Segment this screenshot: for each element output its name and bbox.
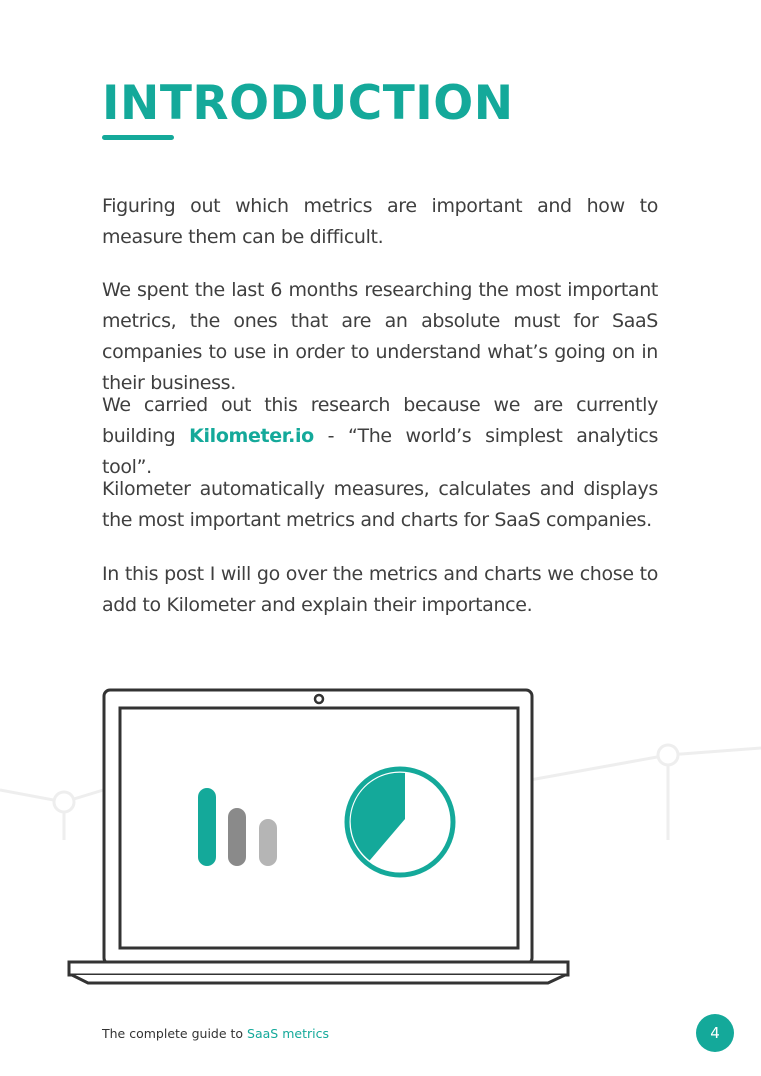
footer-highlight: SaaS metrics xyxy=(247,1026,329,1041)
intro-paragraph-3 xyxy=(102,390,658,483)
title-underline xyxy=(102,135,174,140)
brand-name: Kilometer.io xyxy=(189,425,314,447)
pie-chart-icon xyxy=(347,769,453,875)
laptop-icon xyxy=(69,690,568,983)
intro-paragraph-1: Figuring out which metrics are important and how to measure them can be difficult. xyxy=(102,195,658,248)
intro-paragraph-2: We spent the last 6 months researching the most important metrics, the ones that are an absolute must for SaaS companies to use in order to understand what’s going on in their business. xyxy=(102,279,658,394)
page-title: INTRODUCTION xyxy=(102,76,514,131)
webcam-icon xyxy=(315,695,323,703)
intro-paragraph-5: In this post I will go over the metrics and charts we chose to add to Kilometer and explain their importance. xyxy=(102,563,658,616)
laptop-illustration xyxy=(0,680,761,990)
paragraph-3-text-after: - “The world’s simplest analytics tool”. xyxy=(102,425,659,478)
footer-prefix: The complete guide to xyxy=(102,1026,248,1041)
intro-paragraph-4: Kilometer automatically measures, calculates and displays the most important metrics and charts for SaaS companies. xyxy=(102,478,658,531)
page-number-badge: 4 xyxy=(696,1014,734,1052)
paragraph-3-text-before: We carried out this research because we are currently building xyxy=(102,394,658,447)
footer-text xyxy=(102,1026,329,1041)
